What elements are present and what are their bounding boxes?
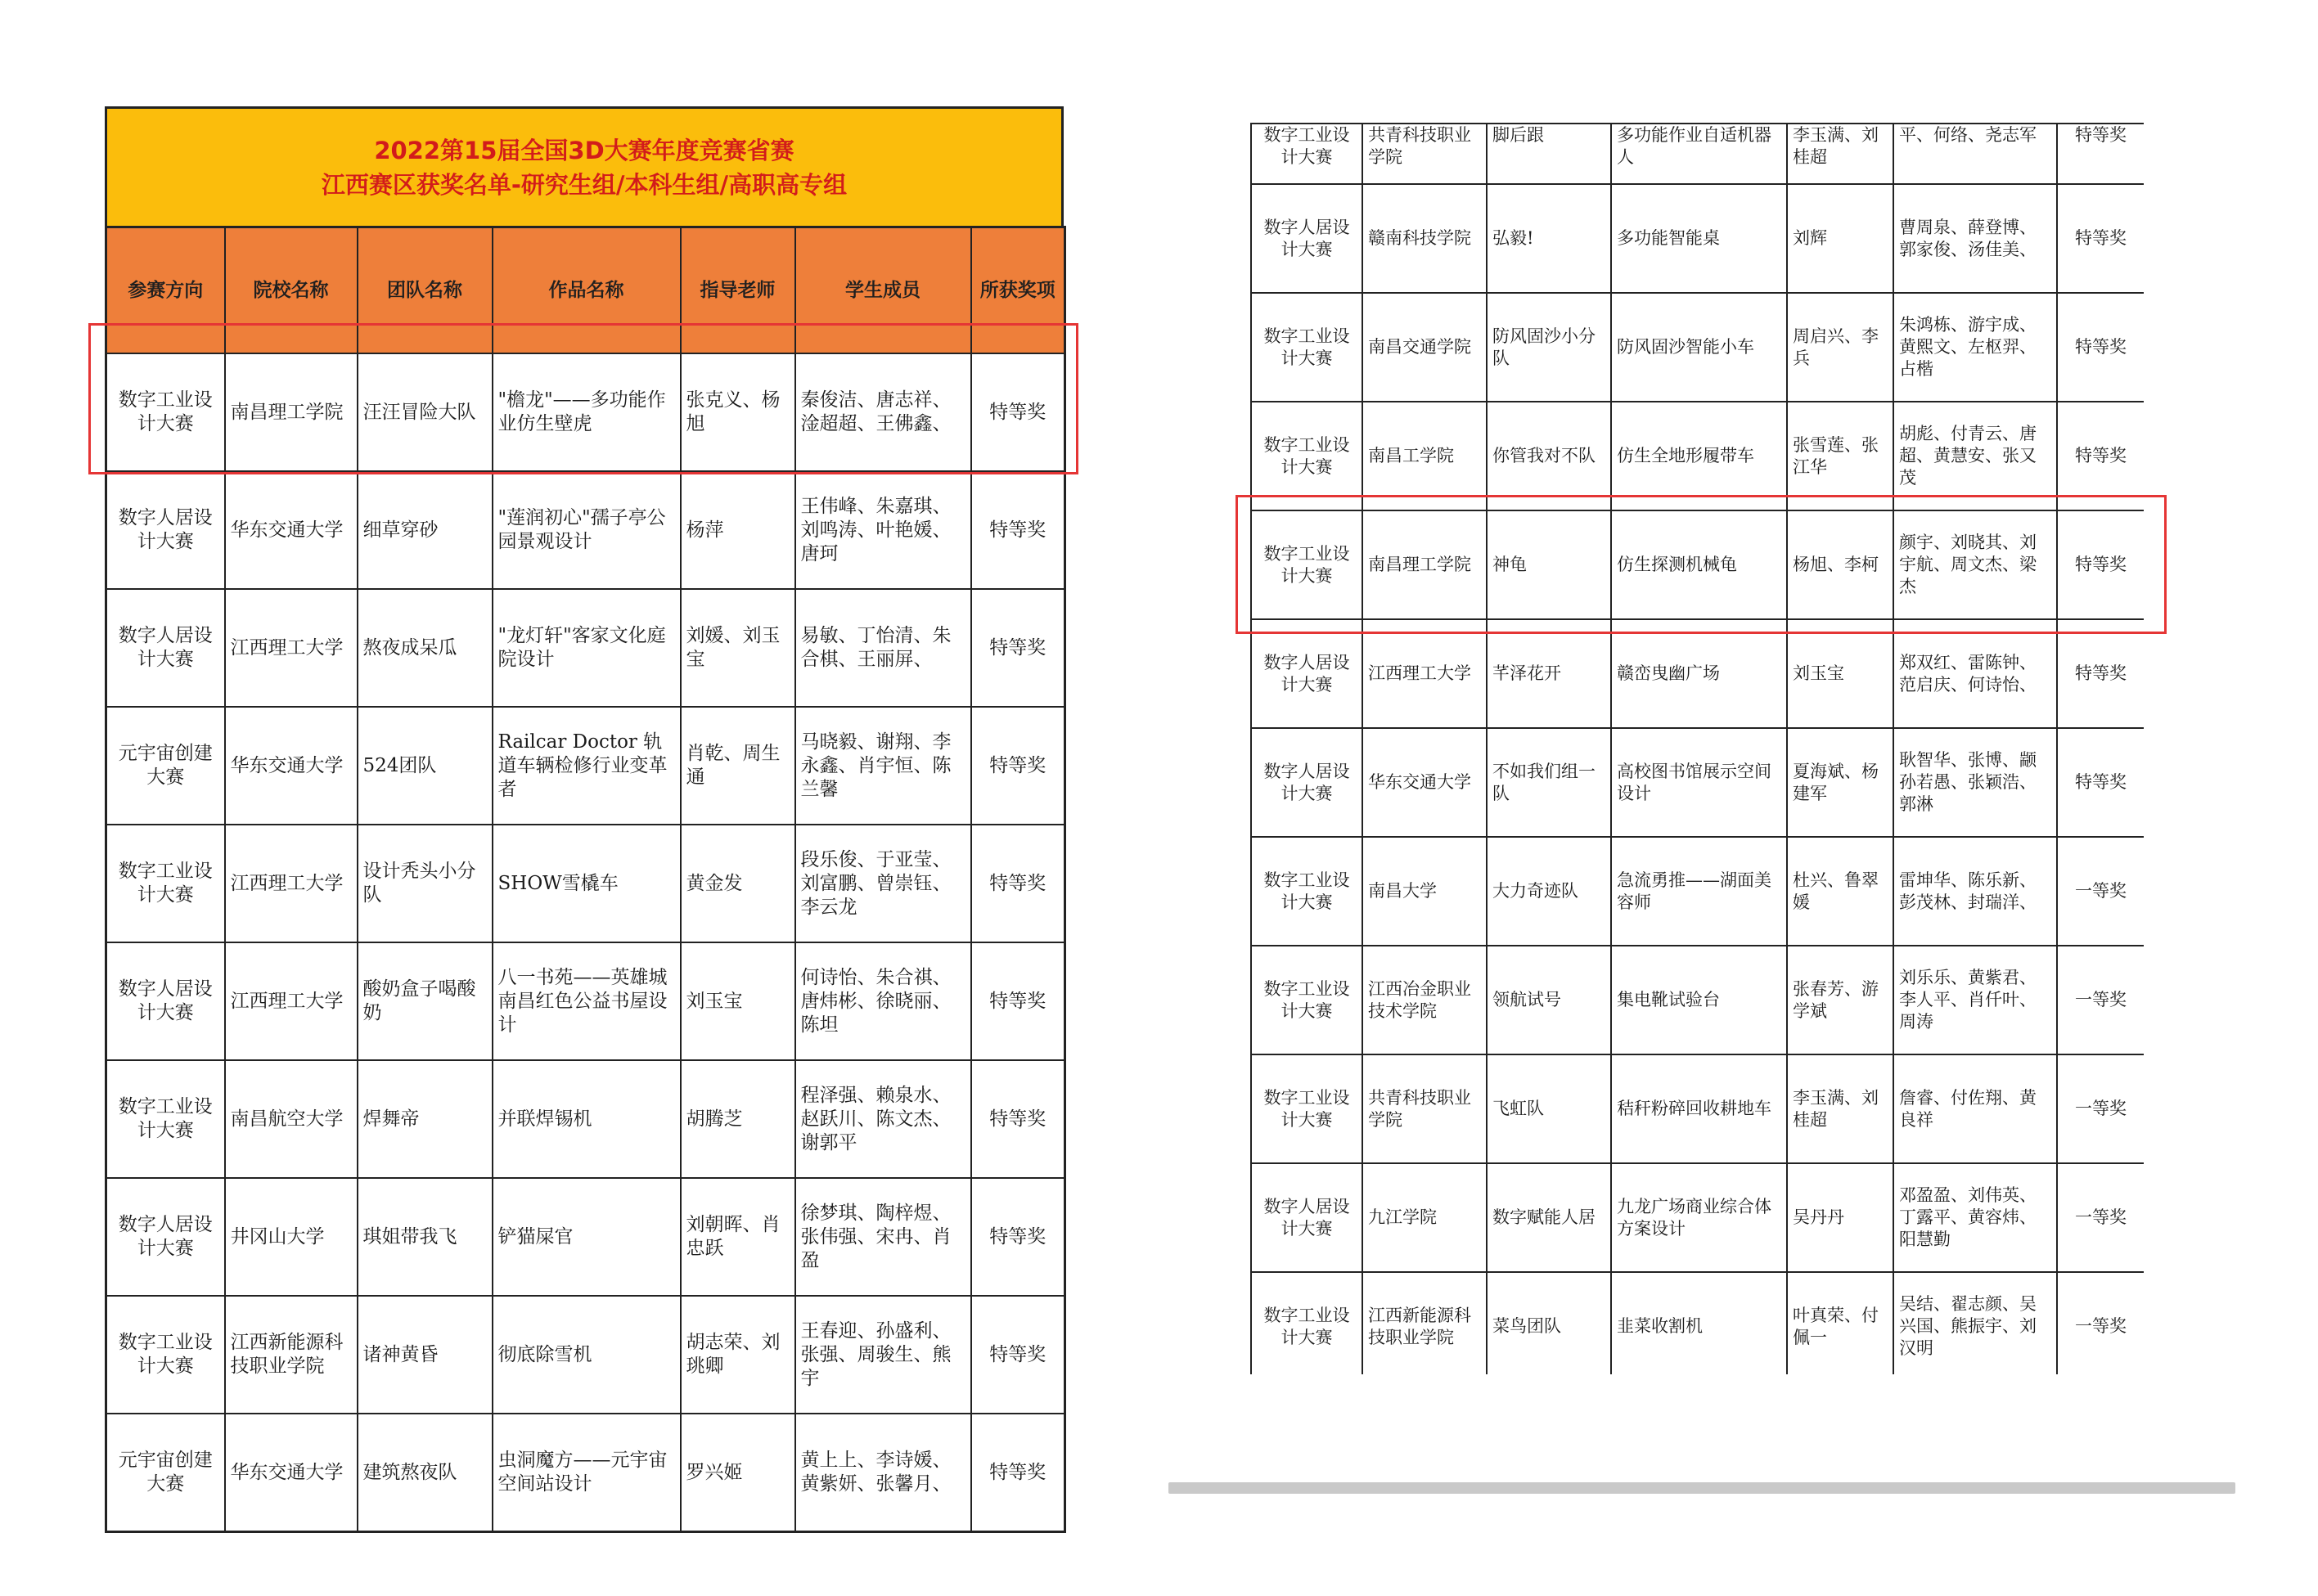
cell-work: 仿生探测机械龟 (1611, 510, 1787, 619)
cell-students: 詹睿、付佐翔、黄良祥 (1893, 1054, 2057, 1163)
cell-teacher: 胡腾芝 (681, 1060, 795, 1178)
cell-direction: 元宇宙创建大赛 (106, 1414, 225, 1532)
cell-team: 熬夜成呆瓜 (358, 589, 493, 707)
cell-school: 共青科技职业学院 (1362, 1054, 1487, 1163)
table-row-partial (1251, 124, 2144, 184)
cell-direction: 数字工业设计大赛 (1251, 124, 1362, 184)
cell-students: 朱鸿栋、游宇成、黄熙文、左枢羿、占楷 (1893, 293, 2057, 402)
cell-award: 特等奖 (971, 1414, 1065, 1532)
cell-team: 设计秃头小分队 (358, 825, 493, 942)
document-title (105, 106, 1064, 226)
cell-direction: 数字工业设计大赛 (1251, 293, 1362, 402)
cell-team: 神龟 (1487, 510, 1611, 619)
left-award-table (105, 226, 1066, 1533)
cell-teacher: 吴丹丹 (1787, 1163, 1893, 1272)
cell-award: 特等奖 (971, 353, 1065, 471)
cell-team: 不如我们组一队 (1487, 728, 1611, 837)
cell-award: 特等奖 (971, 1060, 1065, 1178)
header-teacher: 指导老师 (681, 227, 795, 354)
cell-direction: 数字工业设计大赛 (106, 1060, 225, 1178)
table-row (106, 825, 1065, 942)
cell-school: 南昌航空大学 (225, 1060, 358, 1178)
cell-teacher: 胡志荣、刘珧卿 (681, 1296, 795, 1414)
cell-school: 南昌交通学院 (1362, 293, 1487, 402)
cell-students: 王伟峰、朱嘉琪、刘鸣涛、叶艳媛、唐珂 (795, 471, 971, 589)
table-row (1251, 1163, 2144, 1272)
cell-teacher: 杜兴、鲁翠媛 (1787, 837, 1893, 946)
cell-award: 特等奖 (971, 707, 1065, 825)
cell-school: 赣南科技学院 (1362, 184, 1487, 293)
cell-teacher: 周启兴、李兵 (1787, 293, 1893, 402)
cell-teacher: 罗兴姬 (681, 1414, 795, 1532)
cell-work: "龙灯轩"客家文化庭院设计 (493, 589, 681, 707)
table-row (106, 1178, 1065, 1296)
header-students: 学生成员 (795, 227, 971, 354)
table-row (1251, 184, 2144, 293)
cell-students: 马晓毅、谢翔、李永鑫、肖宇恒、陈兰馨 (795, 707, 971, 825)
cell-teacher: 杨旭、李柯 (1787, 510, 1893, 619)
table-row (1251, 728, 2144, 837)
cell-team: 524团队 (358, 707, 493, 825)
cell-direction: 数字工业设计大赛 (1251, 946, 1362, 1054)
table-row (1251, 1054, 2144, 1163)
cell-team: 领航试号 (1487, 946, 1611, 1054)
cell-direction: 元宇宙创建大赛 (106, 707, 225, 825)
cell-award: 特等奖 (2057, 124, 2144, 184)
cell-school: 九江学院 (1362, 1163, 1487, 1272)
cell-teacher: 刘辉 (1787, 184, 1893, 293)
table-row (1251, 1272, 2144, 1374)
cell-work: 高校图书馆展示空间设计 (1611, 728, 1787, 837)
cell-direction: 数字人居设计大赛 (1251, 184, 1362, 293)
cell-work: 防风固沙智能小车 (1611, 293, 1787, 402)
left-document (105, 106, 1064, 1533)
cell-team: 芊泽花开 (1487, 619, 1611, 728)
cell-work: Railcar Doctor 轨道车辆检修行业变革者 (493, 707, 681, 825)
cell-award: 特等奖 (971, 825, 1065, 942)
cell-teacher: 李玉满、刘桂超 (1787, 124, 1893, 184)
cell-work: 铲猫屎官 (493, 1178, 681, 1296)
cell-students: 郑双红、雷陈钟、范启庆、何诗怡、 (1893, 619, 2057, 728)
cell-school: 江西冶金职业技术学院 (1362, 946, 1487, 1054)
cell-students: 胡彪、付青云、唐超、黄慧安、张又茂 (1893, 402, 2057, 510)
cell-school: 南昌理工学院 (225, 353, 358, 471)
table-row (106, 353, 1065, 471)
cell-work: 集电靴试验台 (1611, 946, 1787, 1054)
cell-school: 江西新能源科技职业学院 (225, 1296, 358, 1414)
cell-teacher: 刘玉宝 (681, 942, 795, 1060)
cell-teacher: 夏海斌、杨建军 (1787, 728, 1893, 837)
table-row (1251, 402, 2144, 510)
cell-work: 赣峦曳幽广场 (1611, 619, 1787, 728)
cell-direction: 数字工业设计大赛 (1251, 837, 1362, 946)
cell-team: 菜鸟团队 (1487, 1272, 1611, 1374)
cell-work: "檐龙"——多功能作业仿生壁虎 (493, 353, 681, 471)
table-row (106, 707, 1065, 825)
cell-award: 一等奖 (2057, 837, 2144, 946)
cell-team: 汪汪冒险大队 (358, 353, 493, 471)
cell-team: 细草穿砂 (358, 471, 493, 589)
cell-students: 黄上上、李诗媛、黄紫妍、张馨月、 (795, 1414, 971, 1532)
cell-award: 特等奖 (971, 1296, 1065, 1414)
cell-award: 特等奖 (2057, 510, 2144, 619)
cell-students: 雷坤华、陈乐新、彭茂林、封瑞洋、 (1893, 837, 2057, 946)
cell-work: 彻底除雪机 (493, 1296, 681, 1414)
cell-school: 井冈山大学 (225, 1178, 358, 1296)
cell-teacher: 李玉满、刘桂超 (1787, 1054, 1893, 1163)
cell-students: 程泽强、赖泉水、赵跃川、陈文杰、谢郭平 (795, 1060, 971, 1178)
cell-team: 脚后跟 (1487, 124, 1611, 184)
cell-award: 一等奖 (2057, 1163, 2144, 1272)
table-row (1251, 619, 2144, 728)
cell-school: 共青科技职业学院 (1362, 124, 1487, 184)
title-line-2: 江西赛区获奖名单-研究生组/本科生组/高职高专组 (321, 170, 848, 199)
cell-direction: 数字人居设计大赛 (1251, 728, 1362, 837)
header-team: 团队名称 (358, 227, 493, 354)
cell-teacher: 叶真荣、付佩一 (1787, 1272, 1893, 1374)
cell-teacher: 刘朝晖、肖忠跃 (681, 1178, 795, 1296)
table-row (106, 471, 1065, 589)
cell-team: 诸神黄昏 (358, 1296, 493, 1414)
header-school: 院校名称 (225, 227, 358, 354)
cell-work: 并联焊锡机 (493, 1060, 681, 1178)
cell-team: 琪姐带我飞 (358, 1178, 493, 1296)
cell-teacher: 黄金发 (681, 825, 795, 942)
cell-team: 焊舞帝 (358, 1060, 493, 1178)
cell-teacher: 张雪莲、张江华 (1787, 402, 1893, 510)
cell-school: 华东交通大学 (225, 471, 358, 589)
right-award-table (1250, 123, 2144, 1374)
cell-direction: 数字工业设计大赛 (1251, 1272, 1362, 1374)
cell-award: 特等奖 (971, 1178, 1065, 1296)
cell-school: 江西理工大学 (225, 942, 358, 1060)
table-row (1251, 510, 2144, 619)
header-direction: 参赛方向 (106, 227, 225, 354)
cell-teacher: 刘媛、刘玉宝 (681, 589, 795, 707)
cell-award: 一等奖 (2057, 1054, 2144, 1163)
cell-direction: 数字人居设计大赛 (106, 589, 225, 707)
table-row (1251, 293, 2144, 402)
cell-school: 华东交通大学 (1362, 728, 1487, 837)
cell-team: 大力奇迹队 (1487, 837, 1611, 946)
cell-work: 急流勇推——湖面美容师 (1611, 837, 1787, 946)
cell-school: 江西理工大学 (225, 589, 358, 707)
cell-team: 防风固沙小分队 (1487, 293, 1611, 402)
cell-work: 八一书苑——英雄城南昌红色公益书屋设计 (493, 942, 681, 1060)
cell-students: 颜宇、刘晓其、刘宇航、周文杰、梁杰 (1893, 510, 2057, 619)
cell-award: 一等奖 (2057, 946, 2144, 1054)
cell-team: 飞虹队 (1487, 1054, 1611, 1163)
table-row (106, 1414, 1065, 1532)
horizontal-scrollbar[interactable] (1168, 1482, 2235, 1494)
cell-direction: 数字人居设计大赛 (1251, 619, 1362, 728)
cell-students: 平、何络、尧志军 (1893, 124, 2057, 184)
cell-work: 多功能智能桌 (1611, 184, 1787, 293)
cell-school: 南昌理工学院 (1362, 510, 1487, 619)
cell-direction: 数字人居设计大赛 (1251, 1163, 1362, 1272)
cell-students: 耿智华、张博、颛孙若愚、张颖浩、郭淋 (1893, 728, 2057, 837)
cell-award: 特等奖 (971, 471, 1065, 589)
cell-students: 徐梦琪、陶梓煜、张伟强、宋冉、肖盈 (795, 1178, 971, 1296)
cell-direction: 数字工业设计大赛 (106, 1296, 225, 1414)
cell-work: 多功能作业自适机器人 (1611, 124, 1787, 184)
cell-direction: 数字人居设计大赛 (106, 942, 225, 1060)
cell-work: 韭菜收割机 (1611, 1272, 1787, 1374)
cell-school: 江西理工大学 (225, 825, 358, 942)
cell-direction: 数字人居设计大赛 (106, 471, 225, 589)
right-document (1250, 123, 2144, 1374)
cell-students: 刘乐乐、黄紫君、李人平、肖仟叶、周涛 (1893, 946, 2057, 1054)
table-row (106, 1296, 1065, 1414)
cell-teacher: 肖乾、周生通 (681, 707, 795, 825)
cell-students: 何诗怡、朱合祺、唐炜彬、徐晓丽、陈坦 (795, 942, 971, 1060)
table-row (1251, 946, 2144, 1054)
cell-students: 王春迎、孙盛利、张强、周骏生、熊宇 (795, 1296, 971, 1414)
cell-students: 曹周泉、薛登博、郭家俊、汤佳美、 (1893, 184, 2057, 293)
cell-students: 秦俊洁、唐志祥、淦超超、王佛鑫、 (795, 353, 971, 471)
cell-students: 易敏、丁怡清、朱合棋、王丽屏、 (795, 589, 971, 707)
cell-students: 邓盈盈、刘伟英、丁露平、黄容炜、阳慧勤 (1893, 1163, 2057, 1272)
cell-students: 吴结、翟志颜、吴兴国、熊振宇、刘汉明 (1893, 1272, 2057, 1374)
cell-school: 华东交通大学 (225, 707, 358, 825)
cell-direction: 数字工业设计大赛 (106, 825, 225, 942)
cell-direction: 数字工业设计大赛 (1251, 1054, 1362, 1163)
cell-team: 弘毅! (1487, 184, 1611, 293)
cell-direction: 数字工业设计大赛 (106, 353, 225, 471)
header-work: 作品名称 (493, 227, 681, 354)
header-award: 所获奖项 (971, 227, 1065, 354)
cell-students: 段乐俊、于亚莹、刘富鹏、曾崇钰、李云龙 (795, 825, 971, 942)
cell-award: 特等奖 (2057, 728, 2144, 837)
cell-school: 华东交通大学 (225, 1414, 358, 1532)
table-row (106, 1060, 1065, 1178)
cell-teacher: 张克义、杨旭 (681, 353, 795, 471)
cell-school: 江西新能源科技职业学院 (1362, 1272, 1487, 1374)
cell-teacher: 杨萍 (681, 471, 795, 589)
cell-award: 特等奖 (2057, 619, 2144, 728)
cell-work: SHOW雪橇车 (493, 825, 681, 942)
table-row (1251, 837, 2144, 946)
table-row (106, 942, 1065, 1060)
cell-teacher: 张春芳、游学斌 (1787, 946, 1893, 1054)
cell-teacher: 刘玉宝 (1787, 619, 1893, 728)
cell-team: 数字赋能人居 (1487, 1163, 1611, 1272)
cell-team: 你管我对不队 (1487, 402, 1611, 510)
cell-school: 南昌大学 (1362, 837, 1487, 946)
cell-work: 虫洞魔方——元宇宙空间站设计 (493, 1414, 681, 1532)
cell-work: "莲润初心"孺子亭公园景观设计 (493, 471, 681, 589)
cell-award: 特等奖 (971, 942, 1065, 1060)
cell-award: 特等奖 (2057, 184, 2144, 293)
cell-work: 秸秆粉碎回收耕地车 (1611, 1054, 1787, 1163)
cell-award: 特等奖 (971, 589, 1065, 707)
cell-school: 南昌工学院 (1362, 402, 1487, 510)
cell-work: 九龙广场商业综合体方案设计 (1611, 1163, 1787, 1272)
cell-award: 特等奖 (2057, 293, 2144, 402)
table-row (106, 589, 1065, 707)
cell-award: 一等奖 (2057, 1272, 2144, 1374)
title-line-1: 2022第15届全国3D大赛年度竞赛省赛 (374, 136, 794, 164)
table-header-row (106, 227, 1065, 354)
cell-award: 特等奖 (2057, 402, 2144, 510)
cell-team: 酸奶盒子喝酸奶 (358, 942, 493, 1060)
cell-team: 建筑熬夜队 (358, 1414, 493, 1532)
cell-work: 仿生全地形履带车 (1611, 402, 1787, 510)
cell-direction: 数字工业设计大赛 (1251, 510, 1362, 619)
cell-direction: 数字人居设计大赛 (106, 1178, 225, 1296)
cell-direction: 数字工业设计大赛 (1251, 402, 1362, 510)
cell-school: 江西理工大学 (1362, 619, 1487, 728)
